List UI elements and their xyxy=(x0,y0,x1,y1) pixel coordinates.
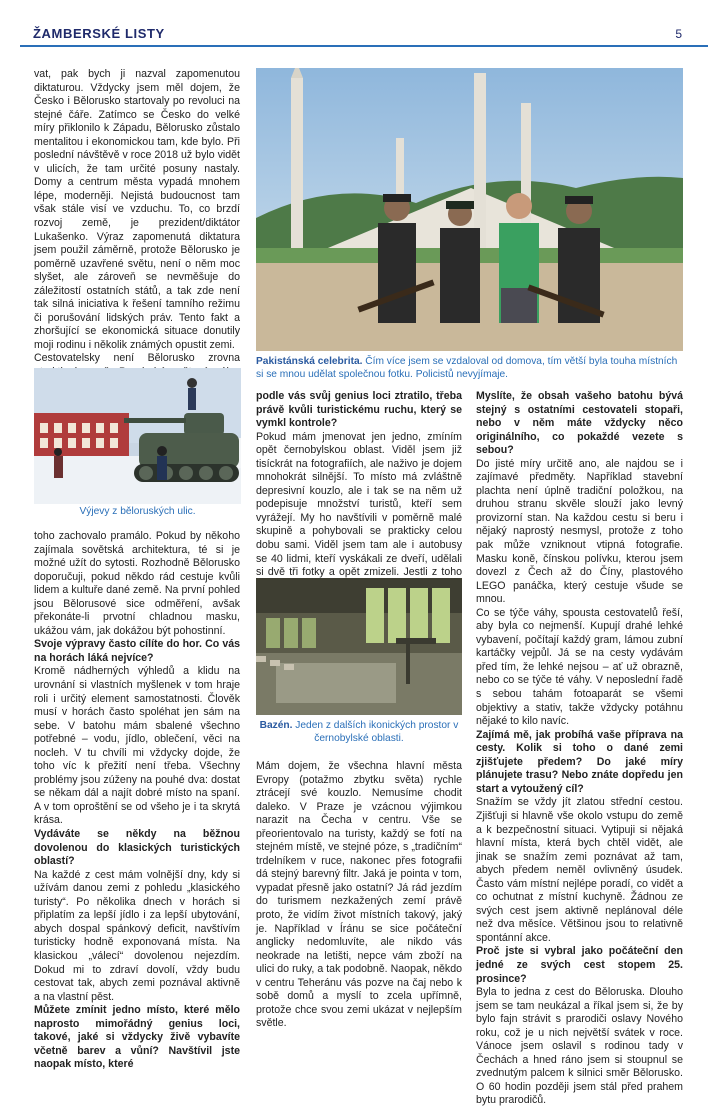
page-number: 5 xyxy=(675,27,682,41)
tank-illustration xyxy=(34,368,241,504)
question: Svoje výpravy často cílíte do hor. Co vás na horách láká nejvíce? xyxy=(34,638,240,664)
pakistan-photo-caption xyxy=(256,356,686,381)
paragraph: vat, pak bych ji nazval zapomenutou diktaturou. Vždycky jsem měl dojem, že Česko i Bělorusko startovaly po revoluci na stejné čáře. Zatímco se Česko do velké míry přiklonilo k Západu, Bělorusko zůstalo mentalitou i ekonomickou tam, kde bylo. Při poslední návštěvě v roce 2018 už bylo vidět v ulicích, že tam určité posuny nastaly. Domy a centrum města vypadá mnohem lépe, moderněji. Nejistá budoucnost tam však stále visí ve vzduchu. To, co brzdí rozvoj země, je prezident/diktátor Lukašenko. Výraz zapomenutá diktatura jsem použil záměrně, protože Bělorusko je poměrně uzavřené světu, není o něm moc slyšet, ale zároveň se nevměšuje do záležitostí ostatních států, a tak zde není tak silná iniciativa k řešení tamního režimu či porušování lidských práv. Tento fakt a zhoršující se ekonomická situace donutily moji rodinu i několik známých opustit zemi. xyxy=(34,68,240,351)
caption-text: Jeden z dalších ikonických prostor v černobylské oblasti. xyxy=(292,720,459,744)
question: podle vás svůj genius loci ztratilo, třeba právě kvůli turistickému ruchu, který se vymkl kontrole? xyxy=(256,390,462,430)
paragraph: Co se týče váhy, spousta cestovatelů řeší, aby byla co nejmenší. Kupují drahé lehké vybavení, počítají každý gram, lámou zubní kartáčky vejpůl. Já se na cesty vydávám před tím, že lehké nejsou – ať už obrazně, nebo co se týče té váhy. V neposlední řadě s sebou tahám fotoaparát se všemi objektivy a stativ, takže vždycky potáhnu nějaké to kilo navíc. xyxy=(476,606,683,728)
paragraph: toho zachovalo pramálo. Pokud by někoho zajímala sovětská architektura, té si je možné užít do sytosti. Rozhodně Bělorusko doporučuji, pokud někdo rád cestuje kvůli lidem a kultuře dané země. Na první pohled jsou Bělorusové sice odměření, avšak překonáte-li prvotní chladnou masku, ukážou vám, jak dokážou být pohostinní. xyxy=(34,530,240,637)
paragraph: Kromě nádherných výhledů a klidu na urovnání si vlastních myšlenek v tom hraje roli i určitý element samostatnosti. Člověk musí v horách často spoléhat jen sám na sebe. V batohu mám sbalené všechno potřebné – vodu, jídlo, oblečení, věci na nocleh. V tu chvíli mi vždycky dojde, že toho víc k přežití není třeba. Všechny problémy jsou zúženy na pouhé dva: dostat se někam dál a najít dobré místo na spaní. A v tom oproštění se od všeho je i ta skrytá krása. xyxy=(34,665,240,827)
column-1-bottom xyxy=(34,530,240,1072)
paragraph: Do jisté míry určitě ano, ale najdou se i zajímavé předměty. Například stavební plachta není úplně tradiční položkou, na druhou stranu skvěle slouží jako levný provizorní stan. Na každou cestu si beru i nějaký naprostý nesmysl, protože z toho pak může vzniknout vtipná fotografie. Masku koně, čínskou polívku, kterou jsem dovezl z Čech až do Číny, plastového LEGO panáčka, který cestuje všude se mnou. xyxy=(476,457,683,606)
question: Můžete zmínit jedno místo, které mělo naprosto mimořádný genius loci, takové, jaké si vždycky živě vybavíte včetně barev a vůní? Navštívil jste naopak místo, které xyxy=(34,1004,240,1071)
caption-text: Čím více jsem se vzdaloval od domova, tím větší byla touha místních si se mnou udělat společnou fotku. Policistů nevyjímaje. xyxy=(256,356,678,380)
column-3 xyxy=(476,390,683,1108)
paragraph: Cestovatelsky není Bělorusko zrovna xyxy=(34,352,240,365)
question: Zajímá mě, jak probíhá vaše příprava na cesty. Kolik si toho o dané zemi zjišťujete předem? Do jaké míry plánujete trasu? Nebo znáte dopředu jen start a vytoužený cíl? xyxy=(476,728,683,795)
question: Proč jste si vybral jako počáteční den jedné ze svých cest stopem 25. prosince? xyxy=(476,945,683,985)
pool-photo-caption xyxy=(256,720,462,745)
pakistan-mosque-photo xyxy=(256,68,683,351)
paragraph: Pokud mám jmenovat jen jedno, zmíním opět černobylskou oblast. Viděl jsem již tisíckrát na fotografiích, ale naživo je dojem mnohokrát silnější. To místo má zvláštně depresivní kouzlo, ale i tak se na něm už podepisuje množství turistů, kteří sem vyrážejí. My ho navštívili v poměrně malé skupině a pohybovali se prakticky celou dobu sami. Viděl jsem tam ale i autobusy se 40 lidmi, kteří vyskákali ze dveří, udělali si dvě tři fotky a opět zmizeli. Jestli z toho xyxy=(256,430,462,579)
pool-illustration xyxy=(256,578,462,715)
page-header xyxy=(0,0,724,48)
question: Myslíte, že obsah vašeho batohu bývá stejný s ostatními cestovateli stopaři, nebo v něm máte vždycky něco originálního, co pokaždé vezete s sebou? xyxy=(476,390,683,457)
paragraph: Byla to jedna z cest do Běloruska. Dlouho jsem se tam neukázal a říkal jsem si, že by bylo fajn strávit s prarodiči oslavy Nového roku, což je u nich největší svátek v roce. Vánoce jsem oslavil s rodinou tady v Čechách a hned ráno jsem si stoupnul se zvednutým palcem k silnici směr Bělorusko. O 60 hodin později jsem stál před prahem bytu prarodičů. xyxy=(476,986,683,1107)
question: Vydáváte se někdy na běžnou dovolenou do klasických turistických oblastí? xyxy=(34,828,240,868)
column-1-top xyxy=(34,68,240,407)
tank-photo xyxy=(34,368,241,504)
caption-bold: Bazén. xyxy=(259,720,293,731)
column-2-top xyxy=(256,390,462,593)
header-rule xyxy=(20,45,708,47)
caption-bold: Pakistánská celebrita. xyxy=(256,356,363,367)
paragraph: Mám dojem, že všechna hlavní města Evropy (potažmo zbytku světa) rychle ztrácejí své kouzlo. Nemusíme chodit daleko. V Praze je vzácnou výjimkou narazit na Čecha v centru. Vše se přeorientovalo na turisty, každý se fotí na stejném místě, ve stejné póze, s „tradičním“ trdelníkem v ruce, nakonec přes fotografii dá stejný barevný filtr. Jaká je pointa v tom, vypadat přesně jako ostatní? Já rád jezdím do turismem nezkažených zemí právě proto, že vidím život místních takový, jaký je. Například v Íránu se sice počáteční anglicky nedomluvíte, ale nikdo vás neokrade na letišti, nepce vám zboží na ulici do ruky, a tak podobně. Naopak, někdo v centru Teheránu vás pozve na čaj nebo k sobě domů a myslí to zcela upřímně, protože chce svou zemi ukázat v nejlepším světle. xyxy=(256,760,462,1030)
tank-photo-caption: Výjevy z běloruských ulic. xyxy=(79,506,196,517)
paragraph: Snažím se vždy jít zlatou střední cestou. Zjišťuji si hlavně vše okolo vstupu do země a k bezpečnostní situaci. Vytipuji si nějaká hlavní místa, která bych chtěl vidět, ale jinak se snažím zemi poznávat až tam, abych předem neměl ovlivněný úsudek. Často vám místní nejlépe poradí, co vidět a co ochutnat z místní kuchyně. Žádnou ze svých cest jsem aktivně neplánoval déle než dva měsíce. Většinou jsou to relativně spontánní akce. xyxy=(476,796,683,944)
mosque-illustration xyxy=(256,68,683,351)
chernobyl-pool-photo xyxy=(256,578,462,715)
column-2-bottom xyxy=(256,760,462,1031)
magazine-title: ŽAMBERSKÉ LISTY xyxy=(33,26,165,41)
paragraph: Na každé z cest mám volnější dny, kdy si užívám danou zemi z pohledu „klasického turisty“. Po několika dnech v horách si připlatím za lepší jídlo i za lepší ubytování, abych dospal spánkový deficit, navštívím turisticky hodně exponovaná místa. Na klasickou „válecí“ dovolenou nejezdím. Dokud mi to zdraví dovolí, vždy budu cestovat tak, abych zemi poznával aktivně a na vlastní pěst. xyxy=(34,868,240,1003)
